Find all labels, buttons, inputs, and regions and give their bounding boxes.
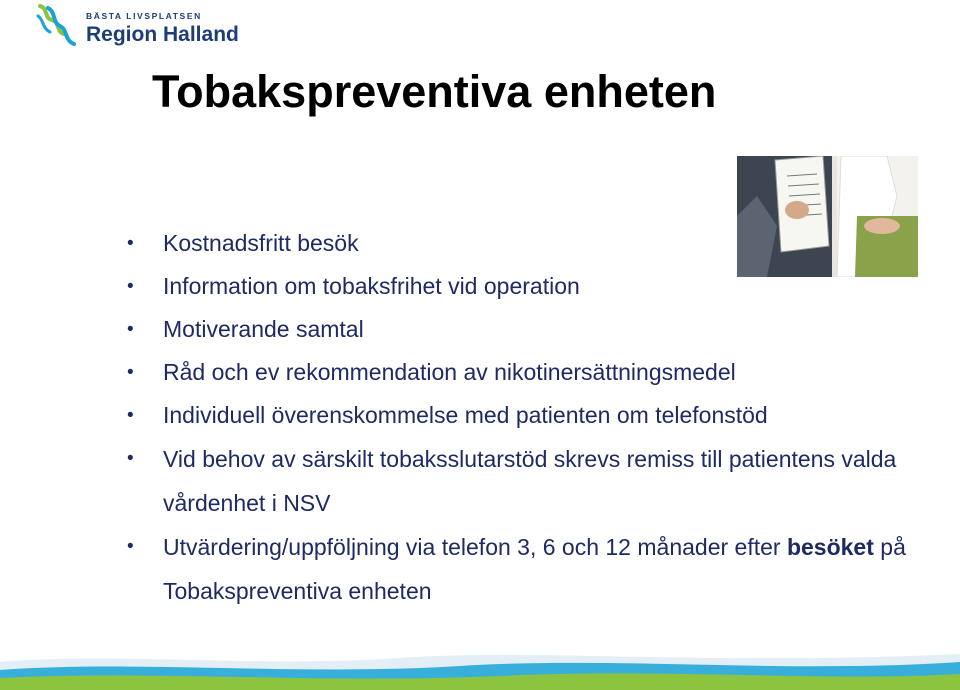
list-item-text: Råd och ev rekommendation av nikotinersättningsmedel	[163, 359, 736, 385]
list-item-text: Information om tobaksfrihet vid operation	[163, 273, 580, 299]
list-item	[126, 265, 906, 308]
bullet-icon: •	[127, 448, 134, 469]
logo-tagline: BÄSTA LIVSPLATSEN	[86, 11, 202, 21]
bullet-icon: •	[127, 362, 134, 383]
bullet-icon: •	[127, 536, 134, 557]
list-item-text-pre: Utvärdering/uppföljning via telefon 3, 6 och 12 månader efter	[163, 534, 787, 560]
list-item-text: Individuell överenskommelse med patienten om telefonstöd	[163, 402, 768, 428]
list-item	[126, 525, 906, 613]
page-title: Tobakspreventiva enheten	[152, 66, 717, 117]
region-halland-logo	[34, 2, 254, 50]
list-item-text-bold: besöket	[786, 534, 874, 560]
region-halland-logo-mark-icon	[34, 2, 82, 50]
list-item	[126, 222, 906, 265]
bullet-list	[126, 222, 906, 613]
list-item-text: Kostnadsfritt besök	[163, 230, 359, 256]
logo-name: Region Halland	[86, 23, 239, 46]
list-item	[126, 308, 906, 351]
bullet-icon: •	[127, 405, 134, 426]
list-item	[126, 394, 906, 437]
bullet-icon: •	[127, 319, 134, 340]
list-item-text-post: på Tobakspreventiva enheten	[163, 534, 906, 604]
list-item-text: Vid behov av särskilt tobaksslutarstöd skrevs remiss till patientens valda vårdenhet i NSV	[163, 446, 897, 516]
bullet-icon: •	[127, 233, 134, 254]
list-item	[126, 351, 906, 394]
bullet-icon: •	[127, 276, 134, 297]
list-item	[126, 437, 906, 525]
list-item-text: Motiverande samtal	[163, 316, 364, 342]
footer-wave-decoration	[0, 648, 960, 690]
